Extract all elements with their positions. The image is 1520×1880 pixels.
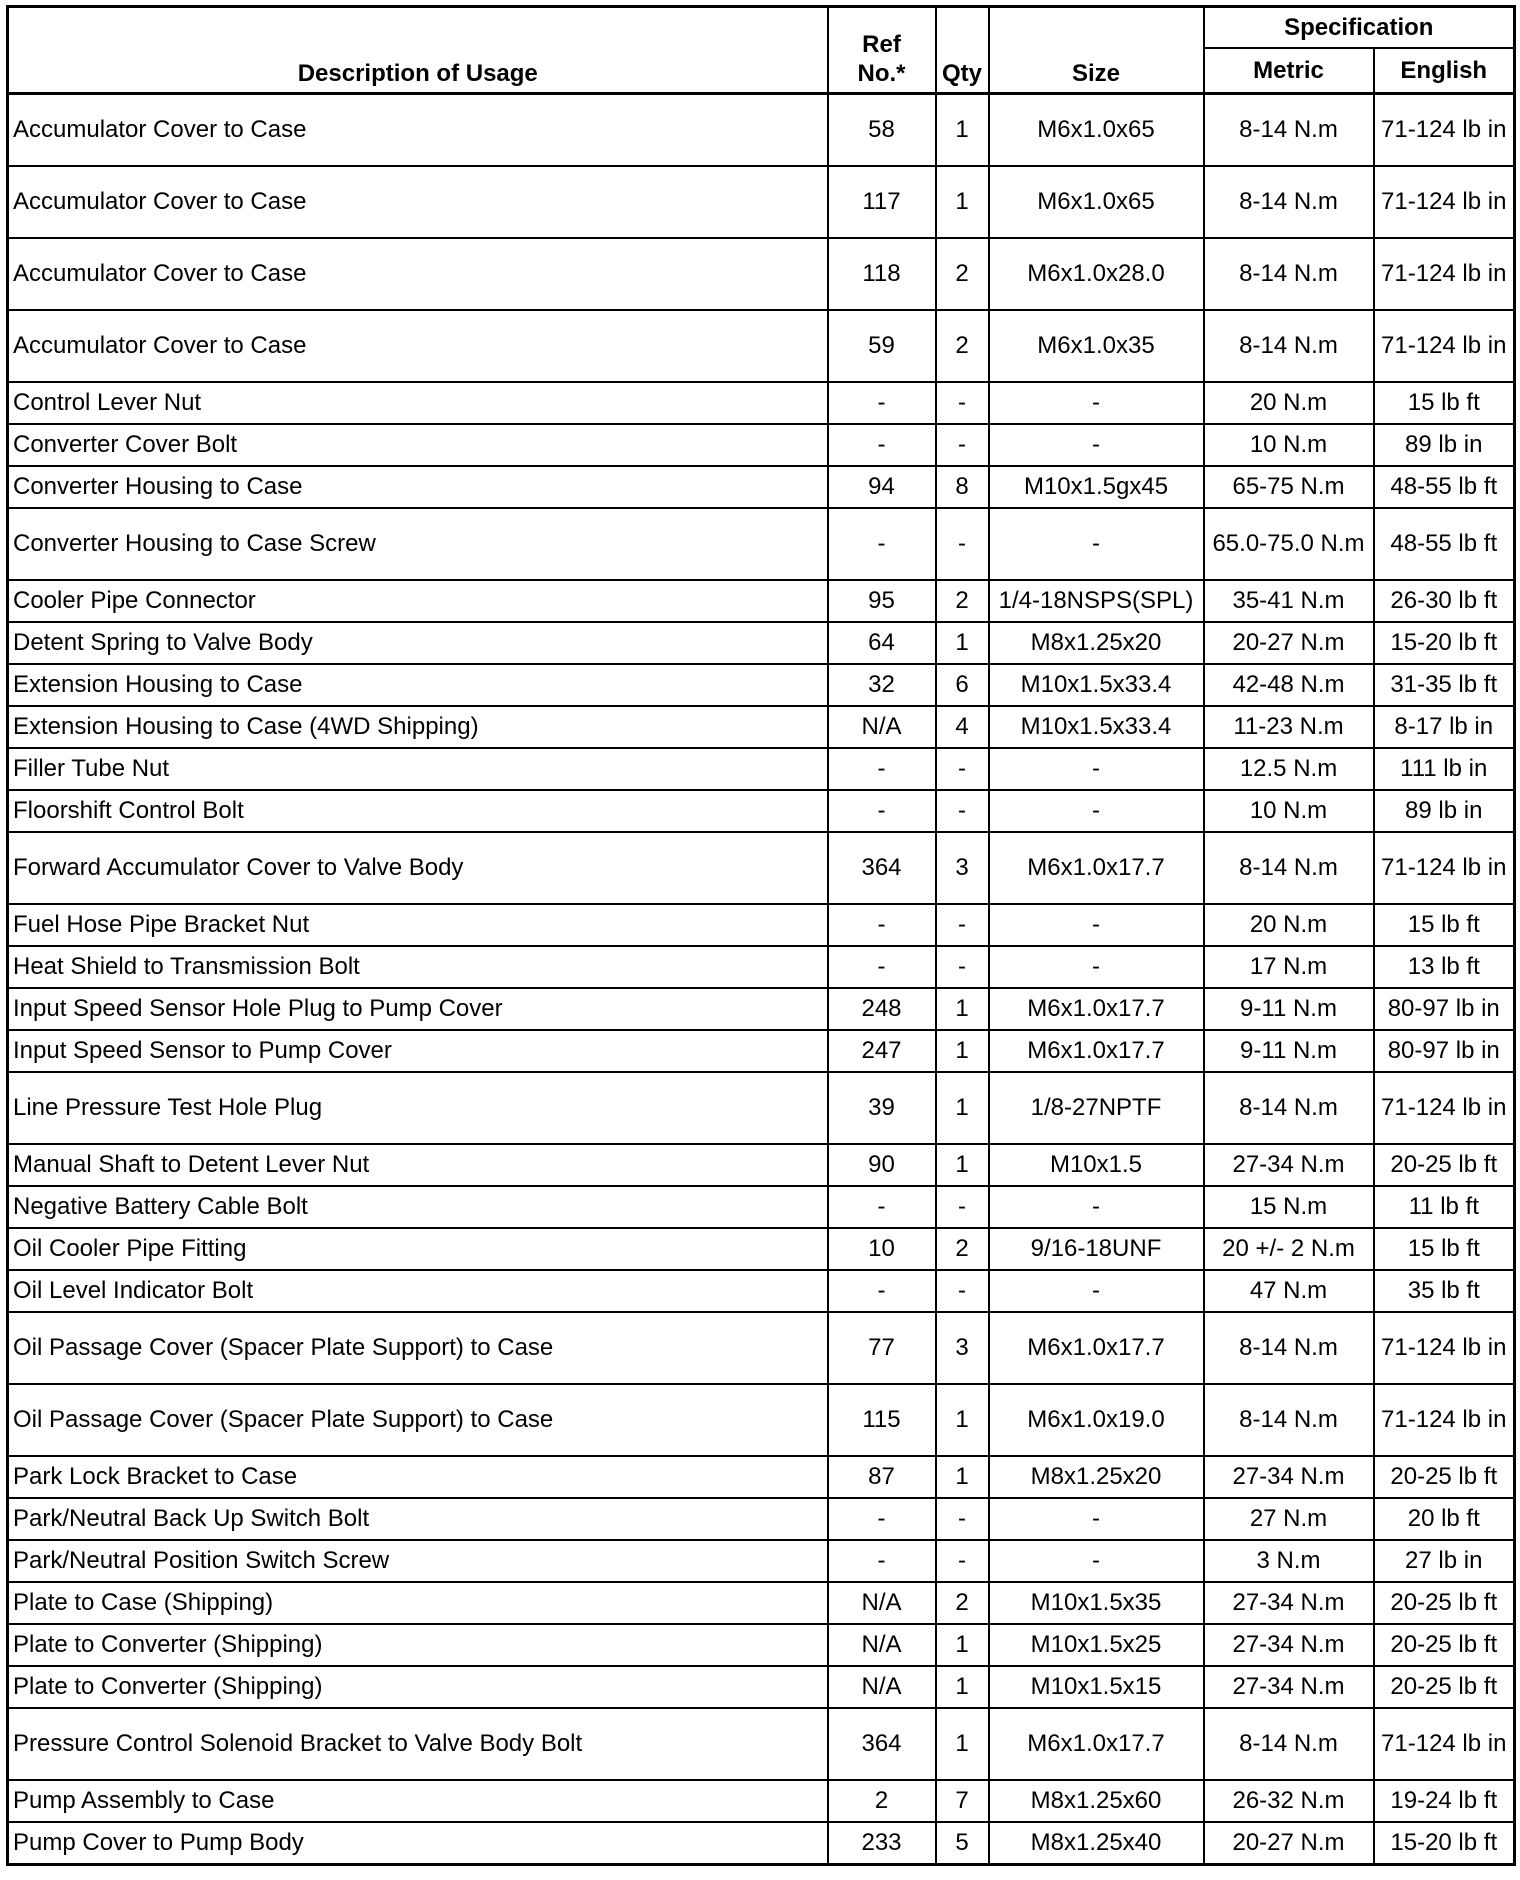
table-row	[8, 1780, 1515, 1822]
qty-cell: 1	[936, 622, 989, 664]
description-cell: Park/Neutral Position Switch Screw	[8, 1540, 828, 1582]
metric-cell: 8-14 N.m	[1204, 1708, 1374, 1780]
ref-no-cell: 59	[828, 310, 936, 382]
metric-cell: 65-75 N.m	[1204, 466, 1374, 508]
header-english: English	[1374, 48, 1515, 94]
ref-no-cell: 364	[828, 832, 936, 904]
metric-cell: 27 N.m	[1204, 1498, 1374, 1540]
english-cell: 111 lb in	[1374, 748, 1515, 790]
qty-cell: 6	[936, 664, 989, 706]
size-cell: M6x1.0x17.7	[989, 832, 1204, 904]
size-cell: M8x1.25x20	[989, 1456, 1204, 1498]
size-cell: M10x1.5gx45	[989, 466, 1204, 508]
english-cell: 15 lb ft	[1374, 904, 1515, 946]
table-row	[8, 988, 1515, 1030]
size-cell: M8x1.25x60	[989, 1780, 1204, 1822]
size-cell: M6x1.0x28.0	[989, 238, 1204, 310]
english-cell: 89 lb in	[1374, 424, 1515, 466]
qty-cell: 5	[936, 1822, 989, 1865]
metric-cell: 8-14 N.m	[1204, 1312, 1374, 1384]
ref-no-cell: -	[828, 1498, 936, 1540]
english-cell: 71-124 lb in	[1374, 832, 1515, 904]
english-cell: 35 lb ft	[1374, 1270, 1515, 1312]
qty-cell: 1	[936, 1666, 989, 1708]
english-cell: 71-124 lb in	[1374, 238, 1515, 310]
metric-cell: 42-48 N.m	[1204, 664, 1374, 706]
ref-no-cell: 58	[828, 94, 936, 167]
description-cell: Converter Housing to Case	[8, 466, 828, 508]
english-cell: 15-20 lb ft	[1374, 622, 1515, 664]
english-cell: 15-20 lb ft	[1374, 1822, 1515, 1865]
header-ref-no-label: Ref No.*	[857, 31, 906, 87]
english-cell: 20-25 lb ft	[1374, 1582, 1515, 1624]
english-cell: 27 lb in	[1374, 1540, 1515, 1582]
english-cell: 89 lb in	[1374, 790, 1515, 832]
metric-cell: 20 N.m	[1204, 904, 1374, 946]
description-cell: Accumulator Cover to Case	[8, 94, 828, 167]
table-row	[8, 166, 1515, 238]
size-cell: M6x1.0x17.7	[989, 1708, 1204, 1780]
qty-cell: 1	[936, 1456, 989, 1498]
metric-cell: 27-34 N.m	[1204, 1582, 1374, 1624]
ref-no-cell: -	[828, 904, 936, 946]
ref-no-cell: 364	[828, 1708, 936, 1780]
english-cell: 20-25 lb ft	[1374, 1666, 1515, 1708]
qty-cell: -	[936, 382, 989, 424]
table-row	[8, 1456, 1515, 1498]
ref-no-cell: 39	[828, 1072, 936, 1144]
header-specification: Specification	[1204, 7, 1515, 49]
metric-cell: 9-11 N.m	[1204, 988, 1374, 1030]
size-cell: M6x1.0x19.0	[989, 1384, 1204, 1456]
qty-cell: 2	[936, 1228, 989, 1270]
description-cell: Extension Housing to Case (4WD Shipping)	[8, 706, 828, 748]
metric-cell: 15 N.m	[1204, 1186, 1374, 1228]
table-row	[8, 310, 1515, 382]
qty-cell: 8	[936, 466, 989, 508]
description-cell: Plate to Converter (Shipping)	[8, 1666, 828, 1708]
ref-no-cell: 10	[828, 1228, 936, 1270]
header-description: Description of Usage	[8, 7, 828, 94]
description-cell: Pump Cover to Pump Body	[8, 1822, 828, 1865]
qty-cell: 2	[936, 1582, 989, 1624]
size-cell: M10x1.5	[989, 1144, 1204, 1186]
size-cell: -	[989, 1540, 1204, 1582]
metric-cell: 20 +/- 2 N.m	[1204, 1228, 1374, 1270]
description-cell: Floorshift Control Bolt	[8, 790, 828, 832]
table-row	[8, 424, 1515, 466]
qty-cell: 7	[936, 1780, 989, 1822]
qty-cell: 2	[936, 580, 989, 622]
english-cell: 48-55 lb ft	[1374, 466, 1515, 508]
table-row	[8, 1270, 1515, 1312]
description-cell: Negative Battery Cable Bolt	[8, 1186, 828, 1228]
ref-no-cell: N/A	[828, 1582, 936, 1624]
metric-cell: 9-11 N.m	[1204, 1030, 1374, 1072]
table-row	[8, 1228, 1515, 1270]
qty-cell: -	[936, 508, 989, 580]
size-cell: 1/4-18NSPS(SPL)	[989, 580, 1204, 622]
english-cell: 15 lb ft	[1374, 1228, 1515, 1270]
size-cell: -	[989, 508, 1204, 580]
ref-no-cell: -	[828, 382, 936, 424]
ref-no-cell: 248	[828, 988, 936, 1030]
metric-cell: 8-14 N.m	[1204, 238, 1374, 310]
qty-cell: -	[936, 424, 989, 466]
description-cell: Converter Housing to Case Screw	[8, 508, 828, 580]
size-cell: M10x1.5x33.4	[989, 664, 1204, 706]
description-cell: Accumulator Cover to Case	[8, 310, 828, 382]
table-row	[8, 1498, 1515, 1540]
ref-no-cell: N/A	[828, 1624, 936, 1666]
description-cell: Park/Neutral Back Up Switch Bolt	[8, 1498, 828, 1540]
table-row	[8, 1312, 1515, 1384]
table-row	[8, 1666, 1515, 1708]
english-cell: 80-97 lb in	[1374, 988, 1515, 1030]
qty-cell: 1	[936, 1030, 989, 1072]
table-row	[8, 580, 1515, 622]
ref-no-cell: -	[828, 1270, 936, 1312]
size-cell: -	[989, 1498, 1204, 1540]
qty-cell: 2	[936, 310, 989, 382]
english-cell: 71-124 lb in	[1374, 1384, 1515, 1456]
ref-no-cell: 87	[828, 1456, 936, 1498]
size-cell: -	[989, 1186, 1204, 1228]
description-cell: Pressure Control Solenoid Bracket to Valve Body Bolt	[8, 1708, 828, 1780]
description-cell: Accumulator Cover to Case	[8, 166, 828, 238]
english-cell: 11 lb ft	[1374, 1186, 1515, 1228]
qty-cell: -	[936, 1498, 989, 1540]
table-row	[8, 622, 1515, 664]
size-cell: M8x1.25x40	[989, 1822, 1204, 1865]
description-cell: Oil Level Indicator Bolt	[8, 1270, 828, 1312]
size-cell: -	[989, 1270, 1204, 1312]
english-cell: 15 lb ft	[1374, 382, 1515, 424]
size-cell: M6x1.0x35	[989, 310, 1204, 382]
qty-cell: -	[936, 790, 989, 832]
table-row	[8, 382, 1515, 424]
qty-cell: -	[936, 946, 989, 988]
english-cell: 20-25 lb ft	[1374, 1144, 1515, 1186]
english-cell: 71-124 lb in	[1374, 1312, 1515, 1384]
description-cell: Oil Cooler Pipe Fitting	[8, 1228, 828, 1270]
qty-cell: 1	[936, 1384, 989, 1456]
english-cell: 8-17 lb in	[1374, 706, 1515, 748]
description-cell: Forward Accumulator Cover to Valve Body	[8, 832, 828, 904]
size-cell: -	[989, 904, 1204, 946]
table-row	[8, 748, 1515, 790]
qty-cell: 4	[936, 706, 989, 748]
english-cell: 20 lb ft	[1374, 1498, 1515, 1540]
metric-cell: 10 N.m	[1204, 790, 1374, 832]
qty-cell: -	[936, 1270, 989, 1312]
ref-no-cell: N/A	[828, 706, 936, 748]
metric-cell: 20-27 N.m	[1204, 622, 1374, 664]
description-cell: Control Lever Nut	[8, 382, 828, 424]
size-cell: 1/8-27NPTF	[989, 1072, 1204, 1144]
description-cell: Manual Shaft to Detent Lever Nut	[8, 1144, 828, 1186]
table-row	[8, 466, 1515, 508]
size-cell: M6x1.0x17.7	[989, 988, 1204, 1030]
size-cell: M10x1.5x25	[989, 1624, 1204, 1666]
english-cell: 26-30 lb ft	[1374, 580, 1515, 622]
ref-no-cell: 118	[828, 238, 936, 310]
size-cell: 9/16-18UNF	[989, 1228, 1204, 1270]
ref-no-cell: -	[828, 790, 936, 832]
ref-no-cell: 2	[828, 1780, 936, 1822]
metric-cell: 65.0-75.0 N.m	[1204, 508, 1374, 580]
qty-cell: 1	[936, 1144, 989, 1186]
qty-cell: 3	[936, 1312, 989, 1384]
description-cell: Park Lock Bracket to Case	[8, 1456, 828, 1498]
metric-cell: 17 N.m	[1204, 946, 1374, 988]
metric-cell: 26-32 N.m	[1204, 1780, 1374, 1822]
table-row	[8, 238, 1515, 310]
metric-cell: 47 N.m	[1204, 1270, 1374, 1312]
qty-cell: 1	[936, 988, 989, 1030]
description-cell: Heat Shield to Transmission Bolt	[8, 946, 828, 988]
fastener-spec-table	[6, 5, 1516, 1866]
qty-cell: -	[936, 904, 989, 946]
size-cell: M6x1.0x17.7	[989, 1030, 1204, 1072]
header-metric: Metric	[1204, 48, 1374, 94]
description-cell: Fuel Hose Pipe Bracket Nut	[8, 904, 828, 946]
ref-no-cell: 95	[828, 580, 936, 622]
metric-cell: 20 N.m	[1204, 382, 1374, 424]
qty-cell: 2	[936, 238, 989, 310]
metric-cell: 27-34 N.m	[1204, 1666, 1374, 1708]
metric-cell: 8-14 N.m	[1204, 166, 1374, 238]
table-row	[8, 1144, 1515, 1186]
english-cell: 31-35 lb ft	[1374, 664, 1515, 706]
ref-no-cell: -	[828, 748, 936, 790]
qty-cell: 1	[936, 94, 989, 167]
header-ref-no	[828, 7, 936, 94]
ref-no-cell: 32	[828, 664, 936, 706]
english-cell: 20-25 lb ft	[1374, 1624, 1515, 1666]
table-row	[8, 508, 1515, 580]
metric-cell: 8-14 N.m	[1204, 1384, 1374, 1456]
ref-no-cell: 117	[828, 166, 936, 238]
table-header	[8, 7, 1515, 94]
table-row	[8, 1186, 1515, 1228]
table-row	[8, 1708, 1515, 1780]
english-cell: 20-25 lb ft	[1374, 1456, 1515, 1498]
table-row	[8, 1540, 1515, 1582]
qty-cell: -	[936, 1186, 989, 1228]
table-row	[8, 946, 1515, 988]
ref-no-cell: -	[828, 424, 936, 466]
qty-cell: 1	[936, 166, 989, 238]
ref-no-cell: N/A	[828, 1666, 936, 1708]
qty-cell: 3	[936, 832, 989, 904]
size-cell: -	[989, 382, 1204, 424]
metric-cell: 8-14 N.m	[1204, 94, 1374, 167]
ref-no-cell: 115	[828, 1384, 936, 1456]
size-cell: -	[989, 748, 1204, 790]
description-cell: Accumulator Cover to Case	[8, 238, 828, 310]
qty-cell: 1	[936, 1708, 989, 1780]
table-row	[8, 790, 1515, 832]
english-cell: 71-124 lb in	[1374, 310, 1515, 382]
metric-cell: 20-27 N.m	[1204, 1822, 1374, 1865]
table-row	[8, 1822, 1515, 1865]
description-cell: Pump Assembly to Case	[8, 1780, 828, 1822]
header-qty: Qty	[936, 7, 989, 94]
size-cell: M6x1.0x17.7	[989, 1312, 1204, 1384]
english-cell: 71-124 lb in	[1374, 1708, 1515, 1780]
table-row	[8, 706, 1515, 748]
metric-cell: 8-14 N.m	[1204, 1072, 1374, 1144]
ref-no-cell: 64	[828, 622, 936, 664]
size-cell: M6x1.0x65	[989, 94, 1204, 167]
ref-no-cell: 77	[828, 1312, 936, 1384]
metric-cell: 12.5 N.m	[1204, 748, 1374, 790]
description-cell: Line Pressure Test Hole Plug	[8, 1072, 828, 1144]
ref-no-cell: 233	[828, 1822, 936, 1865]
metric-cell: 27-34 N.m	[1204, 1624, 1374, 1666]
metric-cell: 8-14 N.m	[1204, 310, 1374, 382]
description-cell: Plate to Case (Shipping)	[8, 1582, 828, 1624]
english-cell: 71-124 lb in	[1374, 166, 1515, 238]
table-row	[8, 1582, 1515, 1624]
ref-no-cell: -	[828, 1540, 936, 1582]
metric-cell: 27-34 N.m	[1204, 1456, 1374, 1498]
description-cell: Input Speed Sensor Hole Plug to Pump Cover	[8, 988, 828, 1030]
description-cell: Plate to Converter (Shipping)	[8, 1624, 828, 1666]
table-row	[8, 1624, 1515, 1666]
ref-no-cell: 90	[828, 1144, 936, 1186]
table-row	[8, 1072, 1515, 1144]
qty-cell: 1	[936, 1072, 989, 1144]
description-cell: Detent Spring to Valve Body	[8, 622, 828, 664]
ref-no-cell: -	[828, 508, 936, 580]
header-size: Size	[989, 7, 1204, 94]
table-row	[8, 1384, 1515, 1456]
table-body	[8, 94, 1515, 1865]
qty-cell: -	[936, 1540, 989, 1582]
description-cell: Oil Passage Cover (Spacer Plate Support) to Case	[8, 1384, 828, 1456]
size-cell: M8x1.25x20	[989, 622, 1204, 664]
size-cell: -	[989, 946, 1204, 988]
english-cell: 13 lb ft	[1374, 946, 1515, 988]
table-row	[8, 832, 1515, 904]
description-cell: Filler Tube Nut	[8, 748, 828, 790]
description-cell: Input Speed Sensor to Pump Cover	[8, 1030, 828, 1072]
metric-cell: 27-34 N.m	[1204, 1144, 1374, 1186]
english-cell: 48-55 lb ft	[1374, 508, 1515, 580]
table-row	[8, 94, 1515, 167]
metric-cell: 8-14 N.m	[1204, 832, 1374, 904]
metric-cell: 11-23 N.m	[1204, 706, 1374, 748]
table-row	[8, 1030, 1515, 1072]
english-cell: 71-124 lb in	[1374, 94, 1515, 167]
ref-no-cell: 247	[828, 1030, 936, 1072]
ref-no-cell: -	[828, 946, 936, 988]
ref-no-cell: -	[828, 1186, 936, 1228]
english-cell: 71-124 lb in	[1374, 1072, 1515, 1144]
metric-cell: 10 N.m	[1204, 424, 1374, 466]
size-cell: M10x1.5x35	[989, 1582, 1204, 1624]
english-cell: 80-97 lb in	[1374, 1030, 1515, 1072]
qty-cell: -	[936, 748, 989, 790]
table-row	[8, 664, 1515, 706]
metric-cell: 3 N.m	[1204, 1540, 1374, 1582]
qty-cell: 1	[936, 1624, 989, 1666]
size-cell: M10x1.5x15	[989, 1666, 1204, 1708]
metric-cell: 35-41 N.m	[1204, 580, 1374, 622]
size-cell: -	[989, 790, 1204, 832]
english-cell: 19-24 lb ft	[1374, 1780, 1515, 1822]
size-cell: -	[989, 424, 1204, 466]
description-cell: Extension Housing to Case	[8, 664, 828, 706]
description-cell: Oil Passage Cover (Spacer Plate Support) to Case	[8, 1312, 828, 1384]
description-cell: Converter Cover Bolt	[8, 424, 828, 466]
size-cell: M6x1.0x65	[989, 166, 1204, 238]
table-row	[8, 904, 1515, 946]
description-cell: Cooler Pipe Connector	[8, 580, 828, 622]
size-cell: M10x1.5x33.4	[989, 706, 1204, 748]
ref-no-cell: 94	[828, 466, 936, 508]
